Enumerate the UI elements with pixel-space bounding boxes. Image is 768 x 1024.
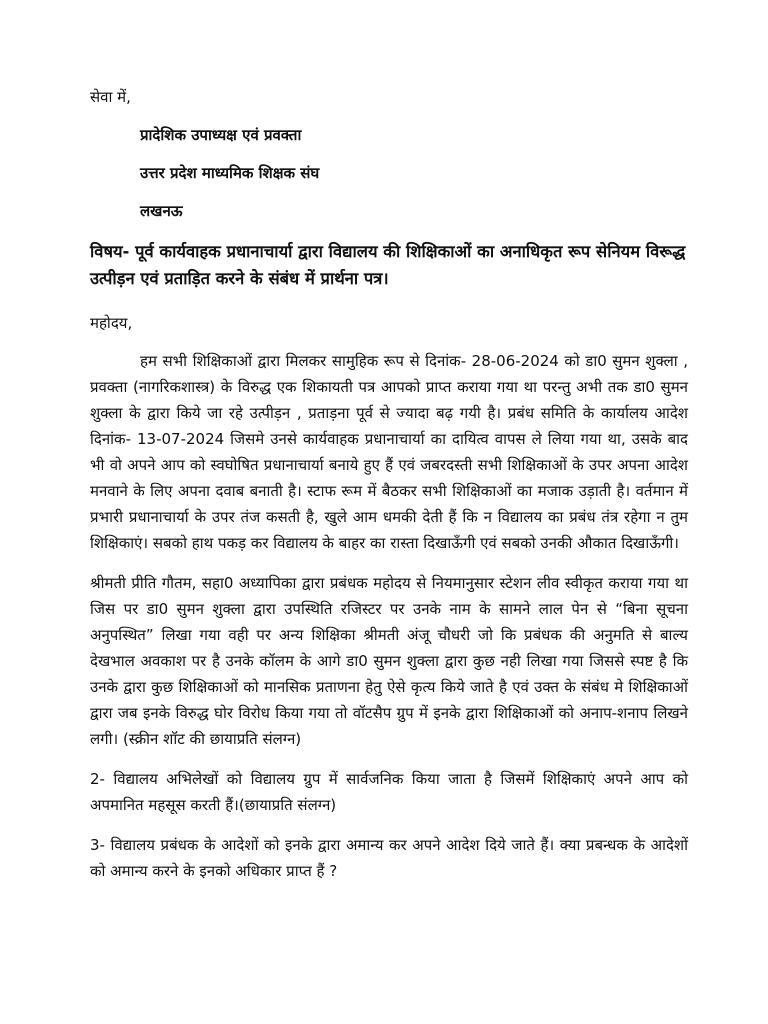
recipient-designation: प्रादेशिक उपाध्यक्ष एवं प्रवक्ता <box>140 126 302 144</box>
subject-line: विषय- पूर्व कार्यवाहक प्रधानाचार्या द्वारा विद्यालय की शिक्षिकाओं का अनाधिकृत रूप सेनियम विरूद्ध उत्पीड़न एवं प्रताड़ित करने के संबंध में प्रार्थना पत्र। <box>90 242 686 288</box>
recipient-city: लखनऊ <box>140 202 183 220</box>
body-paragraph-point-2: 2- विद्यालय अभिलेखों को विद्यालय ग्रुप में सार्वजनिक किया जाता है जिसमें शिक्षिकाएं अपने आप को अपमानित महसूस करती हैं।(छायाप्रति संलग्न) <box>90 770 688 814</box>
salutation: सेवा में, <box>90 88 131 106</box>
body-paragraph-2: श्रीमती प्रीति गौतम, सहा0 अध्यापिका द्वारा प्रबंधक महोदय से नियमानुसार स्टेशन लीव स्वीकृत कराया गया था जिस पर डा0 सुमन शुक्ला द्वारा उपस्थिति रजिस्टर पर उनके नाम के सामने लाल पेन से “बिना सूचना अनुपस्थित” लिखा गया वही पर अन्य शिक्षिका श्रीमती अंजू चौधरी जो कि प्रबंधक की अनुमति से बाल्य देखभाल अवकाश पर है उनके कॉलम के आगे डा0 सुमन शुक्ला द्वारा कुछ नही लिखा गया जिससे स्पष्ट है कि उनके द्वारा कुछ शिक्षिकाओं को मानसिक प्रताणना हेतु ऐसे कृत्य किये जाते है एवं उक्त के संबंध मे शिक्षिकाओं द्वारा जब इनके विरुद्ध घोर विरोध किया गया तो वॉटसैप ग्रुप में इनके द्वारा शिक्षिकाओं को अनाप-शनाप लिखने लगी। (स्क्रीन शॉट की छायाप्रति संलग्न) <box>90 574 688 748</box>
recipient-organization: उत्तर प्रदेश माध्यमिक शिक्षक संघ <box>140 164 320 182</box>
body-paragraph-point-3: 3- विद्यालय प्रबंधक के आदेशों को इनके द्वारा अमान्य कर अपने आदेश दिये जाते हैं। क्या प्रबन्धक के आदेशों को अमान्य करने के इनको अधिकार प्राप्त हैं ? <box>90 836 688 880</box>
greeting: महोदय, <box>90 314 133 332</box>
body-paragraph-1: हम सभी शिक्षिकाओं द्वारा मिलकर सामुहिक रूप से दिनांक- 28-06-2024 को डा0 सुमन शुक्ला , प्रवक्ता (नागरिकशास्त्र) के विरुद्ध एक शिकायती पत्र आपको प्राप्त कराया गया था परन्तु अभी तक डा0 सुमन शुक्ला के द्वारा किये जा रहे उत्पीड़न , प्रताड़ना पूर्व से ज्यादा बढ़ गयी है। प्रबंध समिति के कार्यालय आदेश दिनांक- 13-07-2024 जिसमे उनसे कार्यवाहक प्रधानाचार्या का दायित्व वापस ले लिया गया था, उसके बाद भी वो अपने आप को स्वघोषित प्रधानाचार्या बनाये हुए हैं एवं जबरदस्ती सभी शिक्षिकाओं के उपर अपना आदेश मनवाने के लिए अपना दवाब बनाती है। स्टाफ रूम में बैठकर सभी शिक्षिकाओं का मजाक उड़ाती है। वर्तमान में प्रभारी प्रधानाचार्या के उपर तंज कसती है, खुले आम धमकी देती हैं कि न विद्यालय का प्रबंध तंत्र रहेगा न तुम शिक्षिकाएं। सबको हाथ पकड़ कर विद्यालय के बाहर का रास्ता दिखाऊँगी एवं सबको उनकी औकात दिखाऊँगी। <box>90 352 688 552</box>
